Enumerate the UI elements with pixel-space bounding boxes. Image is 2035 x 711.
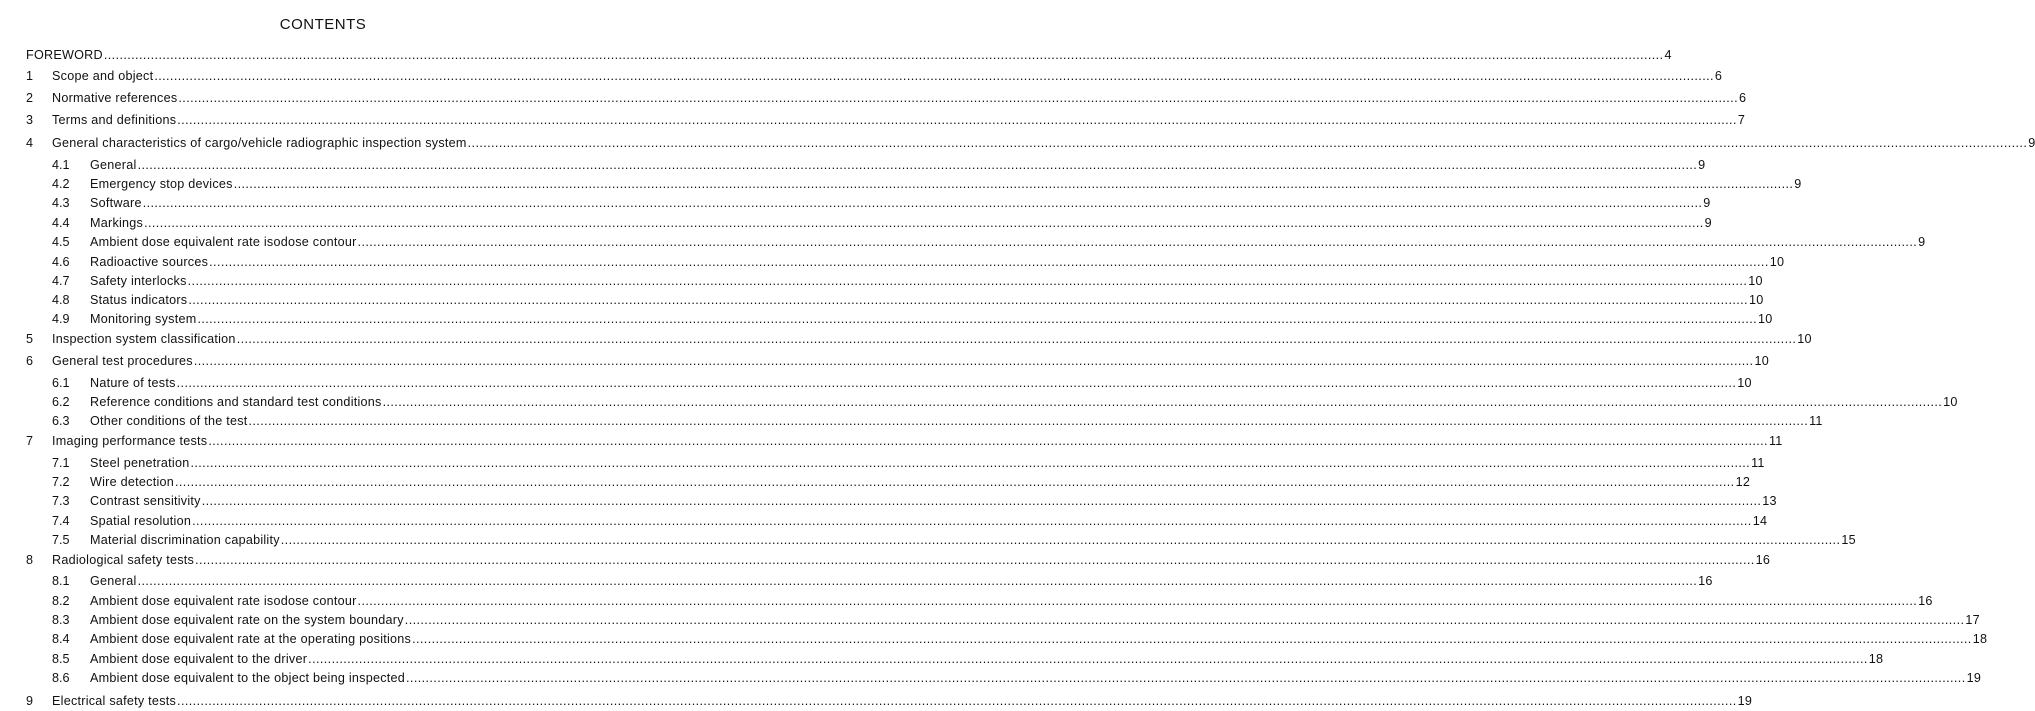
dot-leader: ................................................................................................................................................................................................................................................................................................................................................................................................................ <box>233 177 1794 191</box>
toc-entry-title: Normative references <box>52 91 178 105</box>
toc-entry-number: 7.1 <box>52 456 70 470</box>
toc-entry[interactable] <box>0 233 1926 252</box>
toc-entry-page: 9 <box>1703 196 1711 210</box>
toc-entry[interactable] <box>0 89 1747 108</box>
toc-entry[interactable] <box>0 46 1672 65</box>
toc-entry-title: Imaging performance tests <box>52 434 208 448</box>
dot-leader: ................................................................................................................................................................................................................................................................................................................................................................................................................ <box>308 652 1868 666</box>
toc-entry[interactable] <box>0 611 1980 630</box>
toc-entry[interactable] <box>0 67 1723 86</box>
toc-entry-line <box>90 310 1773 329</box>
toc-entry-page: 12 <box>1735 475 1751 489</box>
dot-leader: ................................................................................................................................................................................................................................................................................................................................................................................................................ <box>144 216 1704 230</box>
toc-entry-page: 16 <box>1755 553 1771 567</box>
toc-entry-title: General <box>90 574 137 588</box>
toc-entry-title: Emergency stop devices <box>90 177 233 191</box>
toc-entry-page: 6 <box>1738 91 1747 105</box>
dot-leader: ................................................................................................................................................................................................................................................................................................................................................................................................................ <box>190 456 1751 470</box>
dot-leader: ................................................................................................................................................................................................................................................................................................................................................................................................................ <box>154 69 1714 83</box>
toc-entry-line <box>90 492 1777 511</box>
toc-entry[interactable] <box>0 473 1751 492</box>
toc-entry-number: 4.1 <box>52 158 70 172</box>
toc-entry-page: 10 <box>1769 255 1785 269</box>
toc-entry-number: 8.4 <box>52 632 70 646</box>
toc-entry-line <box>90 650 1884 669</box>
dot-leader: ................................................................................................................................................................................................................................................................................................................................................................................................................ <box>175 475 1735 489</box>
toc-entry-number: 2 <box>26 91 34 105</box>
dot-leader: ................................................................................................................................................................................................................................................................................................................................................................................................................ <box>406 671 1966 685</box>
toc-entry-title: Reference conditions and standard test conditions <box>90 395 382 409</box>
toc-entry[interactable] <box>0 630 1988 649</box>
toc-entry-number: 6.1 <box>52 376 70 390</box>
toc-entry-title: Spatial resolution <box>90 514 192 528</box>
toc-entry[interactable] <box>0 432 1783 451</box>
toc-entry-number: 4.3 <box>52 196 70 210</box>
toc-entry-line <box>90 291 1764 310</box>
dot-leader: ................................................................................................................................................................................................................................................................................................................................................................................................................ <box>404 613 1965 627</box>
toc-entry[interactable] <box>0 572 1713 591</box>
dot-leader: ................................................................................................................................................................................................................................................................................................................................................................................................................ <box>209 255 1769 269</box>
toc-entry-title: General characteristics of cargo/vehicle radiographic inspection system <box>52 136 467 150</box>
dot-leader: ................................................................................................................................................................................................................................................................................................................................................................................................................ <box>193 354 1754 368</box>
toc-entry-title: Steel penetration <box>90 456 190 470</box>
toc-entry-page: 10 <box>1748 274 1763 288</box>
toc-entry-page: 11 <box>1768 434 1783 448</box>
toc-entry-page: 9 <box>1698 158 1706 172</box>
toc-entry[interactable] <box>0 650 1884 669</box>
toc-entry-line <box>90 374 1752 393</box>
toc-entry-title: Ambient dose equivalent rate isodose contour <box>90 235 357 249</box>
toc-entry-number: 8.6 <box>52 671 70 685</box>
toc-entry[interactable] <box>0 156 1706 175</box>
toc-entry-page: 9 <box>1704 216 1712 230</box>
toc-entry-number: 9 <box>26 694 34 708</box>
toc-entry-page: 17 <box>1965 613 1980 627</box>
toc-entry-page: 13 <box>1762 494 1777 508</box>
toc-entry-number: 7.3 <box>52 494 70 508</box>
toc-entry-number: 7.5 <box>52 533 70 547</box>
dot-leader: ................................................................................................................................................................................................................................................................................................................................................................................................................ <box>382 395 1943 409</box>
toc-entry[interactable] <box>0 111 1746 130</box>
toc-entry-title: FOREWORD <box>26 48 103 62</box>
toc-entry-title: Ambient dose equivalent rate at the operating positions <box>90 632 412 646</box>
toc-entry[interactable] <box>0 310 1773 329</box>
toc-entry-page: 10 <box>1758 312 1773 326</box>
toc-entry[interactable] <box>0 214 1712 233</box>
toc-entry-title: Ambient dose equivalent to the object being inspected <box>90 671 406 685</box>
toc-entry-page: 7 <box>1737 113 1746 127</box>
dot-leader: ................................................................................................................................................................................................................................................................................................................................................................................................................ <box>177 113 1737 127</box>
dot-leader: ................................................................................................................................................................................................................................................................................................................................................................................................................ <box>178 91 1738 105</box>
toc-entry-line <box>90 194 1711 213</box>
toc-entry-line <box>52 111 1746 130</box>
toc-entry-page: 4 <box>1664 48 1672 62</box>
toc-entry-line <box>90 175 1802 194</box>
toc-entry-line <box>90 669 1982 688</box>
toc-entry-page: 10 <box>1748 293 1764 307</box>
dot-leader: ................................................................................................................................................................................................................................................................................................................................................................................................................ <box>137 158 1698 172</box>
toc-entry-page: 9 <box>2028 136 2035 150</box>
toc-entry[interactable] <box>0 531 1856 550</box>
toc-entry[interactable] <box>0 134 2035 153</box>
toc-entry-number: 4.7 <box>52 274 70 288</box>
toc-entry-number: 6.3 <box>52 414 70 428</box>
toc-entry-line <box>90 253 1785 272</box>
toc-entry-number: 8.3 <box>52 613 70 627</box>
toc-entry-title: Terms and definitions <box>52 113 177 127</box>
toc-entry-number: 8 <box>26 553 34 567</box>
toc-entry[interactable] <box>0 194 1711 213</box>
dot-leader: ................................................................................................................................................................................................................................................................................................................................................................................................................ <box>187 274 1748 288</box>
toc-entry-page: 18 <box>1972 632 1988 646</box>
toc-entry-title: Software <box>90 196 142 210</box>
toc-entry-line <box>26 46 1672 65</box>
toc-entry-page: 16 <box>1698 574 1713 588</box>
toc-entry-number: 7.4 <box>52 514 70 528</box>
toc-entry-title: Ambient dose equivalent rate isodose contour <box>90 594 357 608</box>
toc-entry-title: Markings <box>90 216 144 230</box>
dot-leader: ................................................................................................................................................................................................................................................................................................................................................................................................................ <box>177 694 1737 708</box>
toc-entry-page: 6 <box>1714 69 1723 83</box>
toc-entry[interactable] <box>0 692 1753 711</box>
toc-entry-line <box>52 89 1747 108</box>
dot-leader: ................................................................................................................................................................................................................................................................................................................................................................................................................ <box>103 48 1664 62</box>
toc-entry-number: 8.1 <box>52 574 70 588</box>
toc-entry-line <box>52 134 2035 153</box>
toc-entry-title: Contrast sensitivity <box>90 494 201 508</box>
toc-entry-title: Wire detection <box>90 475 174 489</box>
toc-entry-title: Monitoring system <box>90 312 197 326</box>
toc-entry-line <box>52 692 1753 711</box>
toc-entry[interactable] <box>0 412 1823 431</box>
dot-leader: ................................................................................................................................................................................................................................................................................................................................................................................................................ <box>176 376 1737 390</box>
toc-entry-line <box>90 473 1751 492</box>
toc-entry[interactable] <box>0 352 1769 371</box>
dot-leader: ................................................................................................................................................................................................................................................................................................................................................................................................................ <box>197 312 1758 326</box>
toc-entry-number: 7 <box>26 434 34 448</box>
toc-entry-title: Radioactive sources <box>90 255 209 269</box>
toc-entry-page: 9 <box>1794 177 1802 191</box>
toc-entry-page: 16 <box>1918 594 1933 608</box>
toc-entry-page: 11 <box>1809 414 1823 428</box>
toc-entry-line <box>90 233 1926 252</box>
dot-leader: ................................................................................................................................................................................................................................................................................................................................................................................................................ <box>195 553 1755 567</box>
toc-entry-title: General test procedures <box>52 354 193 368</box>
toc-entry[interactable] <box>0 393 1958 412</box>
toc-entry-title: Radiological safety tests <box>52 553 195 567</box>
toc-entry-title: General <box>90 158 137 172</box>
toc-entry[interactable] <box>0 551 1771 570</box>
toc-entry-line <box>52 432 1783 451</box>
toc-entry[interactable] <box>0 374 1752 393</box>
toc-entry-number: 4.9 <box>52 312 70 326</box>
toc-entry-number: 4.4 <box>52 216 70 230</box>
toc-entry-line <box>52 330 1812 349</box>
toc-entry-line <box>52 551 1771 570</box>
toc-entry[interactable] <box>0 175 1802 194</box>
dot-leader: ................................................................................................................................................................................................................................................................................................................................................................................................................ <box>137 574 1698 588</box>
toc-entry[interactable] <box>0 669 1982 688</box>
toc-entry-line <box>90 214 1712 233</box>
toc-entry-line <box>90 512 1768 531</box>
toc-entry-page: 10 <box>1754 354 1769 368</box>
toc-entry-number: 6.2 <box>52 395 70 409</box>
toc-entry[interactable] <box>0 291 1764 310</box>
toc-entry-page: 19 <box>1737 694 1753 708</box>
toc-entry-number: 8.5 <box>52 652 70 666</box>
dot-leader: ................................................................................................................................................................................................................................................................................................................................................................................................................ <box>357 235 1918 249</box>
toc-entry-page: 14 <box>1752 514 1768 528</box>
toc-entry-number: 4 <box>26 136 34 150</box>
toc-entry-page: 18 <box>1868 652 1884 666</box>
toc-entry-line <box>90 611 1980 630</box>
toc-entry-number: 6 <box>26 354 34 368</box>
dot-leader: ................................................................................................................................................................................................................................................................................................................................................................................................................ <box>208 434 1768 448</box>
toc-entry-title: Other conditions of the test <box>90 414 248 428</box>
toc-entry-page: 15 <box>1841 533 1856 547</box>
toc-entry-number: 4.2 <box>52 177 70 191</box>
toc-entry-page: 9 <box>1918 235 1926 249</box>
toc-entry-number: 5 <box>26 332 34 346</box>
dot-leader: ................................................................................................................................................................................................................................................................................................................................................................................................................ <box>236 332 1797 346</box>
toc-entry-number: 4.6 <box>52 255 70 269</box>
toc-entry-title: Scope and object <box>52 69 154 83</box>
toc-entry-number: 8.2 <box>52 594 70 608</box>
toc-entry-line <box>52 67 1723 86</box>
dot-leader: ................................................................................................................................................................................................................................................................................................................................................................................................................ <box>280 533 1841 547</box>
toc-entry[interactable] <box>0 330 1812 349</box>
toc-entry-title: Ambient dose equivalent to the driver <box>90 652 308 666</box>
toc-entry-title: Material discrimination capability <box>90 533 280 547</box>
toc-entry-number: 4.8 <box>52 293 70 307</box>
dot-leader: ................................................................................................................................................................................................................................................................................................................................................................................................................ <box>357 594 1918 608</box>
toc-entry[interactable] <box>0 592 1933 611</box>
toc-entry-line <box>90 412 1823 431</box>
page-title: CONTENTS <box>279 16 367 33</box>
toc-entry-line <box>90 531 1856 550</box>
toc-entry-page: 10 <box>1797 332 1812 346</box>
toc-entry-line <box>90 272 1763 291</box>
toc-entry-title: Safety interlocks <box>90 274 187 288</box>
dot-leader: ................................................................................................................................................................................................................................................................................................................................................................................................................ <box>467 136 2028 150</box>
toc-entry-number: 4.5 <box>52 235 70 249</box>
toc-entry-line <box>90 572 1713 591</box>
toc-entry-title: Inspection system classification <box>52 332 236 346</box>
dot-leader: ................................................................................................................................................................................................................................................................................................................................................................................................................ <box>142 196 1703 210</box>
toc-entry-number: 1 <box>26 69 34 83</box>
dot-leader: ................................................................................................................................................................................................................................................................................................................................................................................................................ <box>201 494 1762 508</box>
dot-leader: ................................................................................................................................................................................................................................................................................................................................................................................................................ <box>192 514 1752 528</box>
toc-entry[interactable] <box>0 253 1785 272</box>
toc-entry[interactable] <box>0 492 1777 511</box>
toc-entry-title: Status indicators <box>90 293 188 307</box>
toc-entry[interactable] <box>0 454 1765 473</box>
toc-entry-line <box>90 454 1765 473</box>
toc-entry-page: 10 <box>1943 395 1958 409</box>
toc-entry[interactable] <box>0 272 1763 291</box>
toc-entry-line <box>90 156 1706 175</box>
toc-entry-line <box>52 352 1769 371</box>
toc-entry[interactable] <box>0 512 1768 531</box>
toc-entry-title: Electrical safety tests <box>52 694 177 708</box>
toc-entry-title: Nature of tests <box>90 376 176 390</box>
toc-entry-page: 10 <box>1737 376 1752 390</box>
dot-leader: ................................................................................................................................................................................................................................................................................................................................................................................................................ <box>412 632 1972 646</box>
dot-leader: ................................................................................................................................................................................................................................................................................................................................................................................................................ <box>248 414 1809 428</box>
toc-entry-line <box>90 393 1958 412</box>
toc-entry-page: 11 <box>1751 456 1765 470</box>
toc-entry-title: Ambient dose equivalent rate on the system boundary <box>90 613 404 627</box>
toc-entry-number: 7.2 <box>52 475 70 489</box>
dot-leader: ................................................................................................................................................................................................................................................................................................................................................................................................................ <box>188 293 1748 307</box>
toc-entry-page: 19 <box>1966 671 1982 685</box>
toc-entry-number: 3 <box>26 113 34 127</box>
toc-entry-line <box>90 592 1933 611</box>
toc-entry-line <box>90 630 1988 649</box>
